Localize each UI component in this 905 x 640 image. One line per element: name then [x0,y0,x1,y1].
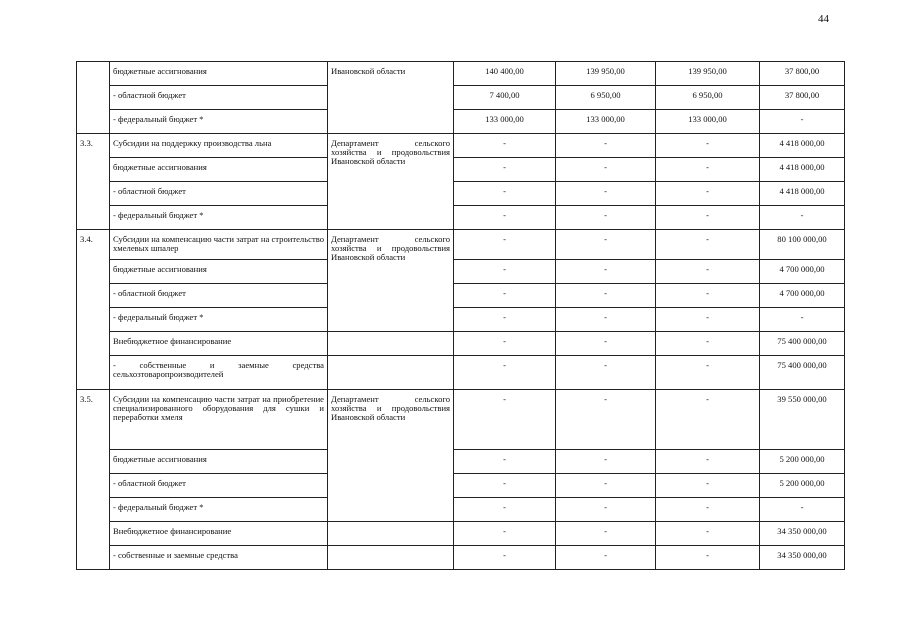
row-description: - федеральный бюджет * [110,308,328,332]
value-cell: - [656,522,760,546]
value-cell: 34 350 000,00 [760,522,845,546]
table-row [77,134,845,158]
row-description: - областной бюджет [110,86,328,110]
table-row [77,390,845,450]
value-cell: - [556,206,656,230]
value-cell: - [760,110,845,134]
value-cell: - [656,284,760,308]
value-cell: - [556,450,656,474]
row-description: Внебюджетное финансирование [110,332,328,356]
value-cell: 5 200 000,00 [760,474,845,498]
value-cell: 133 000,00 [454,110,556,134]
table-row [77,474,845,498]
row-description: бюджетные ассигнования [110,62,328,86]
row-description: Внебюджетное финансирование [110,522,328,546]
value-cell: 75 400 000,00 [760,332,845,356]
row-department [328,522,454,546]
value-cell: 37 800,00 [760,62,845,86]
table-row [77,450,845,474]
value-cell: 4 700 000,00 [760,284,845,308]
value-cell: - [556,182,656,206]
row-department: Ивановской области [328,62,454,134]
row-department: Департамент сельского хозяйства и продовольствия Ивановской области [328,134,454,230]
row-description: - областной бюджет [110,284,328,308]
value-cell: - [556,158,656,182]
value-cell: - [556,356,656,390]
value-cell: - [454,332,556,356]
value-cell: - [454,522,556,546]
value-cell: - [760,206,845,230]
value-cell: 139 950,00 [656,62,760,86]
value-cell: - [656,390,760,450]
value-cell: 75 400 000,00 [760,356,845,390]
value-cell: 5 200 000,00 [760,450,845,474]
row-description: - областной бюджет [110,474,328,498]
table-row [77,498,845,522]
value-cell: - [454,134,556,158]
row-number-cell: 3.4. [77,230,110,390]
value-cell: - [454,284,556,308]
value-cell: 80 100 000,00 [760,230,845,260]
row-description: Субсидии на поддержку производства льна [110,134,328,158]
value-cell: - [556,390,656,450]
table-row [77,158,845,182]
value-cell: - [656,450,760,474]
value-cell: - [656,332,760,356]
value-cell: - [656,474,760,498]
table-row [77,546,845,570]
value-cell: 7 400,00 [454,86,556,110]
value-cell: - [454,158,556,182]
value-cell: 6 950,00 [656,86,760,110]
value-cell: 140 400,00 [454,62,556,86]
value-cell: - [556,284,656,308]
value-cell: 4 418 000,00 [760,134,845,158]
table-row [77,308,845,332]
value-cell: - [656,356,760,390]
row-description: бюджетные ассигнования [110,158,328,182]
value-cell: - [656,158,760,182]
table-row [77,86,845,110]
value-cell: - [454,206,556,230]
row-description: - собственные и заемные средства сельхозтоваропроизводителей [110,356,328,390]
value-cell: 133 000,00 [556,110,656,134]
row-department [328,546,454,570]
value-cell: - [556,522,656,546]
value-cell: - [556,308,656,332]
value-cell: 4 418 000,00 [760,158,845,182]
value-cell: 34 350 000,00 [760,546,845,570]
value-cell: - [454,450,556,474]
row-department: Департамент сельского хозяйства и продовольствия Ивановской области [328,390,454,522]
page-number: 44 [818,13,829,25]
value-cell: - [656,546,760,570]
value-cell: 133 000,00 [656,110,760,134]
table-row [77,230,845,260]
row-description: - собственные и заемные средства [110,546,328,570]
value-cell: - [556,260,656,284]
value-cell: - [454,308,556,332]
row-number-cell: 3.5. [77,390,110,570]
row-description: Субсидии на компенсацию части затрат на строительство хмелевых шпалер [110,230,328,260]
value-cell: - [454,230,556,260]
row-department: Департамент сельского хозяйства и продовольствия Ивановской области [328,230,454,332]
value-cell: - [556,332,656,356]
table-row [77,284,845,308]
row-department [328,356,454,390]
row-description: бюджетные ассигнования [110,450,328,474]
row-number-cell [77,62,110,134]
row-description: - федеральный бюджет * [110,498,328,522]
value-cell: 37 800,00 [760,86,845,110]
value-cell: 39 550 000,00 [760,390,845,450]
value-cell: - [454,260,556,284]
value-cell: 139 950,00 [556,62,656,86]
value-cell: - [556,546,656,570]
value-cell: 4 418 000,00 [760,182,845,206]
value-cell: - [556,230,656,260]
value-cell: - [556,474,656,498]
table-row [77,260,845,284]
table-row [77,62,845,86]
value-cell: 6 950,00 [556,86,656,110]
row-description: Субсидии на компенсацию части затрат на приобретение специализированного оборудования для сушки и переработки хмеля [110,390,328,450]
row-department [328,332,454,356]
budget-table [76,61,845,570]
value-cell: - [454,356,556,390]
value-cell: - [454,498,556,522]
value-cell: - [454,474,556,498]
value-cell: - [656,230,760,260]
value-cell: - [556,498,656,522]
table-row [77,182,845,206]
value-cell: - [656,182,760,206]
value-cell: - [556,134,656,158]
value-cell: - [760,498,845,522]
row-number-cell: 3.3. [77,134,110,230]
value-cell: - [656,134,760,158]
value-cell: - [656,260,760,284]
row-description: бюджетные ассигнования [110,260,328,284]
value-cell: - [454,546,556,570]
table-row [77,332,845,356]
value-cell: - [454,182,556,206]
table-row [77,110,845,134]
value-cell: - [454,390,556,450]
row-description: - областной бюджет [110,182,328,206]
table-row [77,206,845,230]
value-cell: - [760,308,845,332]
row-description: - федеральный бюджет * [110,110,328,134]
row-description: - федеральный бюджет * [110,206,328,230]
value-cell: - [656,206,760,230]
table-row [77,356,845,390]
value-cell: 4 700 000,00 [760,260,845,284]
table-row [77,522,845,546]
value-cell: - [656,308,760,332]
value-cell: - [656,498,760,522]
